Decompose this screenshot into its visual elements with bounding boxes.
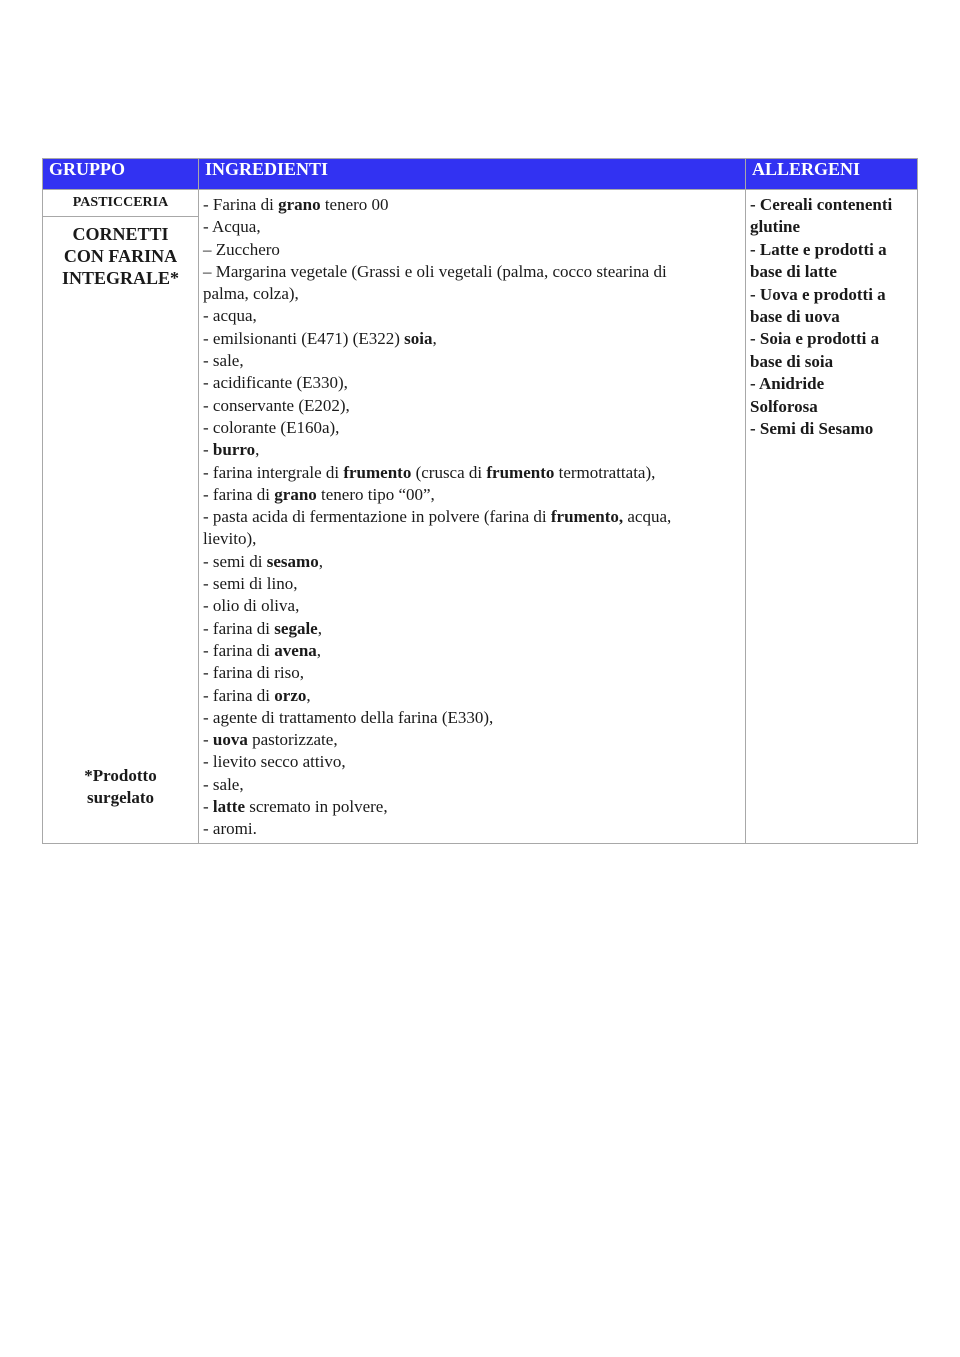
note-line: surgelato <box>86 788 155 807</box>
ingredient-line <box>203 595 741 617</box>
ingredient-line <box>203 305 741 327</box>
table-row <box>43 190 918 844</box>
ingredient-text: - sale, <box>203 351 244 371</box>
ingredient-text: (crusca di <box>411 462 487 482</box>
ingredient-line <box>203 528 741 550</box>
ingredient-text: - emilsionanti (E471) (E322) <box>203 328 405 348</box>
allergen-highlight: burro <box>212 440 256 460</box>
allergen-line: base di latte <box>750 262 837 282</box>
ingredient-text: - Farina di <box>203 195 279 214</box>
ingredient-line <box>203 372 741 394</box>
allergen-line: base di soia <box>750 351 834 371</box>
allergen-highlight: grano <box>274 484 317 504</box>
allergen-highlight: soia <box>404 328 433 348</box>
allergen-highlight: uova <box>212 730 248 750</box>
ingredient-text: - <box>203 440 213 460</box>
group-label: PASTICCERIA <box>43 190 198 217</box>
ingredient-line <box>203 640 741 662</box>
ingredient-line <box>203 239 741 261</box>
ingredient-text: - farina di <box>203 484 275 504</box>
ingredient-text: - farina intergrale di <box>203 462 344 482</box>
product-name <box>43 217 198 289</box>
allergen-line: - Anidride <box>750 374 825 394</box>
ingredient-text: – Zucchero <box>203 239 280 259</box>
ingredient-line <box>203 662 741 684</box>
frozen-product-note <box>43 765 198 829</box>
ingredient-line <box>203 350 741 372</box>
ingredient-text: - colorante (E160a), <box>203 417 340 437</box>
ingredient-text: - olio di oliva, <box>203 596 300 616</box>
ingredient-text: - aromi. <box>203 819 257 839</box>
ingredient-text: acqua, <box>623 507 672 527</box>
ingredient-text: - farina di riso, <box>203 663 305 683</box>
ingredient-line <box>203 573 741 595</box>
allergen-highlight: frumento <box>343 462 412 482</box>
ingredient-line <box>203 462 741 484</box>
ingredient-text: , <box>318 551 323 571</box>
ingredient-text: - semi di <box>203 551 267 571</box>
ingredient-line <box>203 506 741 528</box>
ingredient-text: - farina di <box>203 685 275 705</box>
allergen-line: - Semi di Sesamo <box>750 419 874 439</box>
allergen-highlight: latte <box>212 797 246 817</box>
ingredient-line <box>203 283 741 305</box>
ingredient-text: - agente di trattamento della farina (E330), <box>203 707 494 727</box>
ingredient-text: pastorizzate, <box>247 730 338 750</box>
ingredient-line <box>203 729 741 751</box>
ingredient-line <box>203 484 741 506</box>
ingredient-text: - sale, <box>203 774 244 794</box>
ingredient-text: termotrattata), <box>554 462 656 482</box>
ingredient-text: , <box>306 685 311 705</box>
allergen-line: - Soia e prodotti a <box>750 329 880 349</box>
ingredient-text: - conservante (E202), <box>203 395 350 415</box>
ingredient-line <box>203 685 741 707</box>
ingredient-line <box>203 328 741 350</box>
ingredient-text: – Margarina vegetale (Grassi e oli vegetali (palma, cocco stearina di <box>203 261 667 281</box>
ingredient-line <box>203 774 741 796</box>
allergen-line: - Cereali contenenti <box>750 195 893 214</box>
allergen-line: glutine <box>750 217 801 237</box>
header-allergeni: ALLERGENI <box>746 159 918 190</box>
ingredient-text: - <box>203 797 213 817</box>
ingredient-line <box>203 417 741 439</box>
header-gruppo: GRUPPO <box>43 159 199 190</box>
ingredient-line <box>203 751 741 773</box>
ingredients-cell <box>199 190 746 844</box>
allergen-line: Solforosa <box>750 396 818 416</box>
ingredient-text: tenero 00 <box>320 195 389 214</box>
allergen-line: - Uova e prodotti a <box>750 284 886 304</box>
ingredient-text: scremato in polvere, <box>245 797 388 817</box>
ingredient-text: - acqua, <box>203 306 257 326</box>
ingredient-text: - acidificante (E330), <box>203 373 348 393</box>
allergen-table <box>42 158 918 844</box>
allergen-highlight: frumento <box>486 462 555 482</box>
product-name-line: CON FARINA <box>63 246 178 266</box>
ingredient-text: , <box>432 328 437 348</box>
ingredient-text: - <box>203 730 213 750</box>
allergen-line: base di uova <box>750 307 840 327</box>
ingredient-line <box>203 395 741 417</box>
header-ingredienti: INGREDIENTI <box>199 159 746 190</box>
ingredient-text: lievito), <box>203 529 257 549</box>
ingredient-line <box>203 216 741 238</box>
note-line: *Prodotto <box>84 766 157 785</box>
allergens-cell <box>746 190 918 844</box>
ingredient-text: - lievito secco attivo, <box>203 752 346 772</box>
group-cell <box>43 190 199 844</box>
ingredient-line <box>203 796 741 818</box>
ingredient-line <box>203 439 741 461</box>
allergen-highlight: sesamo <box>266 551 319 571</box>
allergen-line: - Latte e prodotti a <box>750 239 887 259</box>
ingredient-text: , <box>316 640 322 660</box>
ingredient-line <box>203 261 741 283</box>
ingredient-line <box>203 618 741 640</box>
ingredient-text: , <box>317 618 322 638</box>
ingredient-text: tenero tipo “00”, <box>316 484 435 504</box>
ingredient-text: - Acqua, <box>203 217 261 237</box>
ingredient-line <box>203 707 741 729</box>
ingredient-text: palma, colza), <box>203 284 299 304</box>
ingredient-line <box>203 818 741 840</box>
product-name-line: CORNETTI <box>72 224 169 244</box>
allergen-highlight: segale <box>274 618 318 638</box>
allergen-highlight: frumento, <box>550 507 624 527</box>
allergen-highlight: grano <box>278 195 321 214</box>
allergen-highlight: orzo <box>274 685 307 705</box>
ingredient-text: , <box>255 440 260 460</box>
table-header-row <box>43 159 918 190</box>
product-name-line: INTEGRALE* <box>61 268 180 288</box>
allergen-highlight: avena <box>274 640 317 660</box>
ingredient-text: - pasta acida di fermentazione in polvere (farina di <box>203 507 551 527</box>
ingredient-text: - farina di <box>203 640 275 660</box>
ingredient-text: - semi di lino, <box>203 574 298 594</box>
ingredient-line <box>203 551 741 573</box>
ingredient-text: - farina di <box>203 618 275 638</box>
ingredient-line <box>203 194 741 216</box>
